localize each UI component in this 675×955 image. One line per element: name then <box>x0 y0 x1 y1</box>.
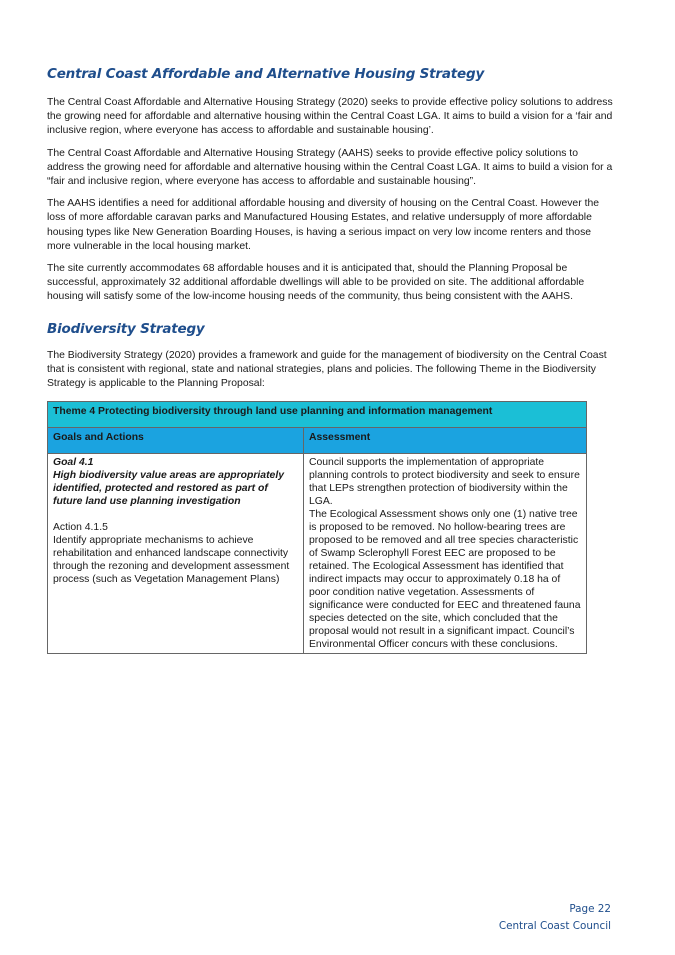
header-row <box>48 428 587 454</box>
document-page <box>47 66 613 654</box>
theme-table <box>47 401 587 654</box>
theme-title: Theme 4 Protecting biodiversity through land use planning and information management <box>48 402 587 428</box>
goal-text: High biodiversity value areas are appropriately identified, protected and restored as part of future land use planning investigation <box>53 470 284 508</box>
assessment-paragraph: The Ecological Assessment shows only one (1) native tree is proposed to be removed. No hollow-bearing trees are proposed to be removed and all tree species characteristic of Swamp Sclerophyll Forest EEC are proposed to be retained. The Ecological Assessment has identified that indirect impacts may occur to approximately 0.18 ha of poor condition native vegetation. Assessments of significance were conducted for EEC and threatened fauna species detected on the site, which concluded that the proposal would not result in a significant impact. Council’s Environmental Officer concurs with these conclusions. <box>309 509 581 651</box>
action-title: Action 4.1.5 <box>53 522 108 534</box>
action-text: Identify appropriate mechanisms to achieve rehabilitation and enhanced landscape connectivity through the rezoning and development assessment process (such as Vegetation Management Plans) <box>53 535 290 586</box>
assessment-paragraph: Council supports the implementation of appropriate planning controls to protect biodiversity and seek to ensure that LEPs strengthen protection of biodiversity within the LGA. <box>309 457 580 508</box>
theme-row <box>48 402 587 428</box>
col-header-goals: Goals and Actions <box>48 428 304 454</box>
goals-cell <box>48 454 304 654</box>
paragraph: The site currently accommodates 68 affordable houses and it is anticipated that, should the Planning Proposal be successful, approximately 32 additional affordable dwellings will able to be provided on site. The additional affordable housing will satisfy some of the low-income housing needs of the community, thus being consistent with the AAHS. <box>47 263 585 303</box>
page-footer <box>499 901 611 935</box>
paragraph: The Central Coast Affordable and Alternative Housing Strategy (AAHS) seeks to provide effective policy solutions to address the growing need for affordable and alternative housing within the Central Coast LGA. It aims to build a vision for a “fair and inclusive region, where everyone has access to affordable and sustainable housing”. <box>47 147 613 188</box>
page-number: Page 22 <box>569 903 611 915</box>
organisation-name: Central Coast Council <box>498 920 611 932</box>
paragraph: The Central Coast Affordable and Alternative Housing Strategy (2020) seeks to provide effective policy solutions to address the growing need for affordable and alternative housing within the Central Coast LGA. It aims to build a vision for a ‘fair and inclusive region, where everyone has access to affordable and sustainable housing’. <box>47 97 613 137</box>
paragraph: The AAHS identifies a need for additional affordable housing and diversity of housing on the Central Coast. However the loss of more affordable caravan parks and Manufactured Housing Estates, and relative undersupply of more affordable housing types like New Generation Boarding Houses, is having a serious impact on very low income renters and those more vulnerable in the local housing market. <box>47 198 600 252</box>
paragraph: The Biodiversity Strategy (2020) provides a framework and guide for the management of biodiversity on the Central Coast that is consistent with regional, state and national strategies, plans and policies. The following Theme in the Biodiversity Strategy is applicable to the Planning Proposal: <box>47 349 607 390</box>
section-heading-housing: Central Coast Affordable and Alternative Housing Strategy <box>47 66 485 82</box>
table-row <box>48 454 587 654</box>
assessment-cell <box>304 454 587 654</box>
col-header-assessment: Assessment <box>304 428 587 454</box>
section-heading-biodiversity: Biodiversity Strategy <box>47 320 205 337</box>
goal-title: Goal 4.1 <box>53 457 94 469</box>
